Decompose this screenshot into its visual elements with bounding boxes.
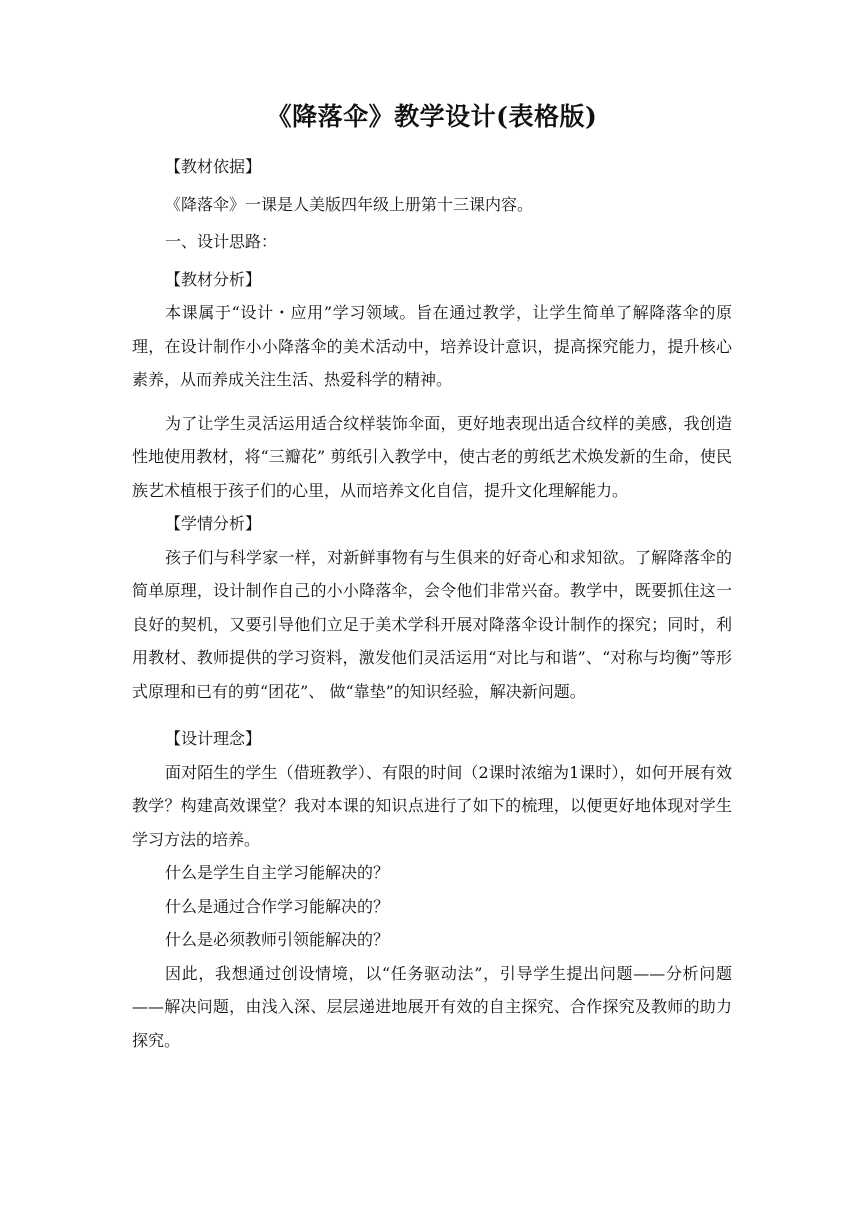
analysis-heading: 【教材分析】 (165, 269, 262, 289)
basis-heading: 【教材依据】 (165, 157, 262, 176)
analysis-paragraph-2: 为了让学生灵活运用适合纹样装饰伞面，更好地表现出适合纹样的美感，我创造性地使用教材，将“三瓣花” 剪纸引入教学中，使古老的剪纸艺术焕发新的生命，使民族艺术植根于孩子们的心里，从而培养文化自信，提升文化理解能力。 (132, 413, 732, 500)
question-1: 什么是学生自主学习能解决的？ (165, 863, 390, 882)
students-heading: 【学情分析】 (165, 514, 262, 533)
concept-paragraph-1: 面对陌生的学生（借班教学）、有限的时间（2课时浓缩为1课时），如何开展有效教学？构建高效课堂？我对本课的知识点进行了如下的梳理，以便更好地体现对学生学习方法的培养。 (132, 762, 732, 849)
question-2: 什么是通过合作学习能解决的？ (165, 896, 390, 916)
basis-text: 《降落伞》一课是人美版四年级上册第十三课内容。 (165, 194, 534, 214)
students-paragraph: 孩子们与科学家一样，对新鲜事物有与生俱来的好奇心和求知欲。了解降落伞的简单原理，设计制作自己的小小降落伞，会令他们非常兴奋。教学中，既要抓住这一良好的契机，又要引导他们立足于美术学科开展对降落伞设计制作的探究；同时，利用教材、教师提供的学习资料，激发他们灵活运用“对比与和谐”、“对称与均衡”等形式原理和已有的剪“团花”、 做“靠垫”的知识经验，解决新问题。 (132, 547, 732, 701)
question-3: 什么是必须教师引领能解决的？ (165, 930, 390, 949)
concept-heading: 【设计理念】 (165, 729, 262, 748)
document-title: 《降落伞》教学设计(表格版) (266, 102, 598, 131)
analysis-paragraph-1: 本课属于“设计・应用”学习领域。旨在通过教学，让学生简单了解降落伞的原理，在设计制作小小降落伞的美术活动中，培养设计意识，提高探究能力，提升核心素养，从而养成关注生活、热爱科学的精神。 (132, 303, 732, 389)
concept-paragraph-2: 因此，我想通过创设情境，以“任务驱动法”，引导学生提出问题——分析问题——解决问题，由浅入深、层层递进地展开有效的自主探究、合作探究及教师的助力探究。 (132, 963, 732, 1050)
document-page (132, 100, 732, 1057)
design-idea-heading: 一、设计思路： (165, 232, 278, 251)
